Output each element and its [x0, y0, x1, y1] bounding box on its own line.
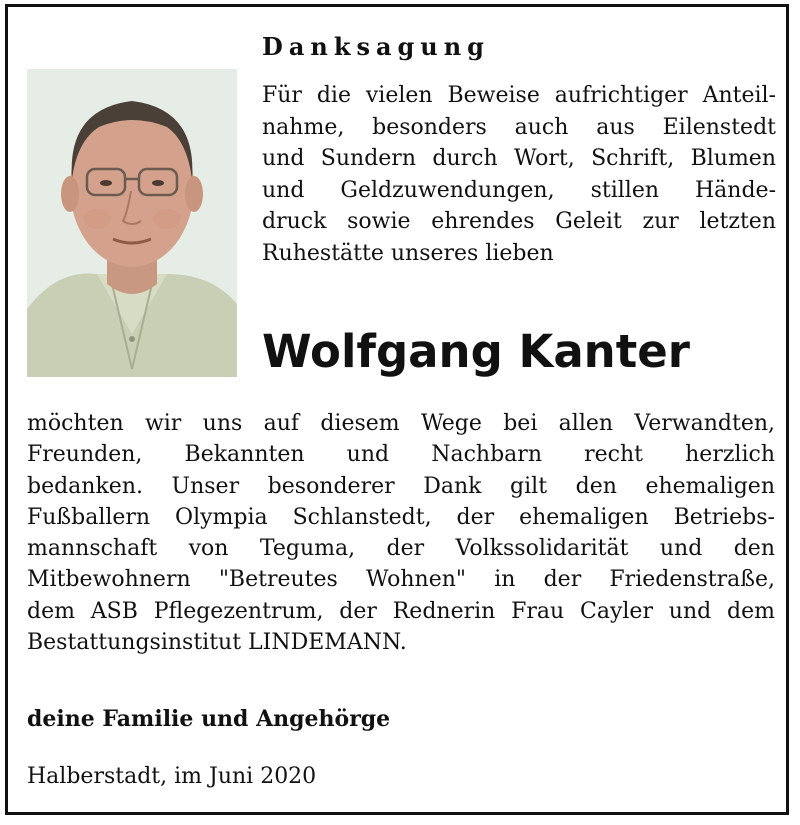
signature: deine Familie und Angehörge [27, 706, 391, 732]
intro-line: druck sowie ehrendes Geleit zur letzten [262, 209, 776, 234]
body-line: Mitbewohnern "Betreutes Wohnen" in der Friedenstraße, [27, 567, 775, 593]
body-line: möchten wir uns auf diesem Wege bei allen Verwandten, [27, 411, 775, 436]
intro-line: und Sundern durch Wort, Schrift, Blumen [262, 146, 776, 171]
intro-line: nahme, besonders auch aus Eilenstedt [262, 114, 776, 140]
body-paragraph [27, 408, 775, 658]
notice-heading: Danksagung [262, 32, 490, 61]
intro-line: und Geldzuwendungen, stillen Hände- [262, 177, 776, 203]
body-line: dem ASB Pflegezentrum, der Rednerin Frau Cayler und dem [27, 598, 775, 624]
place-date: Halberstadt, im Juni 2020 [27, 764, 317, 789]
body-line: Freunden, Bekannten und Nachbarn recht herzlich [27, 442, 775, 468]
body-line: Fußballern Olympia Schlanstedt, der ehemaligen Betriebs- [27, 504, 775, 530]
body-line: Bestattungsinstitut LINDEMANN. [27, 630, 407, 656]
portrait-photo [27, 69, 237, 377]
portrait-illustration [27, 69, 237, 377]
intro-line: Für die vielen Beweise aufrichtiger Anteil- [262, 83, 776, 108]
intro-line: Ruhestätte unseres lieben [262, 240, 554, 266]
deceased-name: Wolfgang Kanter [262, 325, 690, 378]
intro-paragraph [262, 80, 776, 269]
body-line: mannschaft von Teguma, der Volkssolidarität und den [27, 536, 775, 562]
body-line: bedanken. Unser besonderer Dank gilt den ehemaligen [27, 473, 775, 499]
